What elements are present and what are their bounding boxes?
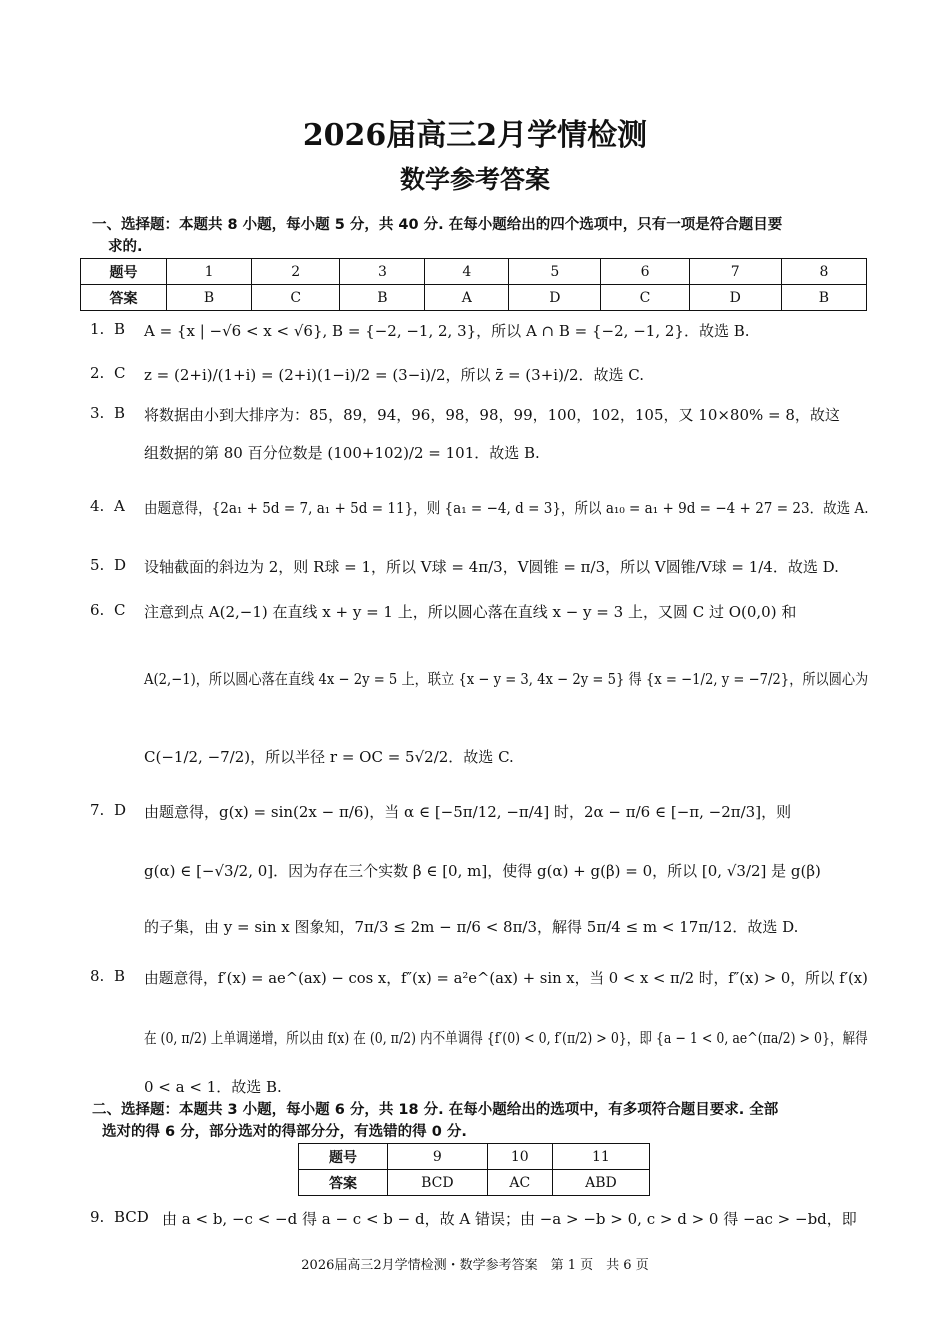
solution-text: 注意到点 A(2,−1) 在直线 x + y = 1 上，所以圆心落在直线 x − y = 3 上，又圆 C 过 O(0,0) 和	[144, 603, 797, 621]
solution-text: 由题意得，{2a₁ + 5d = 7, a₁ + 5d = 11}，则 {a₁ = −4, d = 3}，所以 a₁₀ = a₁ + 9d = −4 + 27 = 23．故选 A.	[144, 499, 869, 517]
solution-text: 在 (0, π/2) 上单调递增，所以由 f(x) 在 (0, π/2) 内不单调得 {f′(0) < 0, f′(π/2) > 0}，即 {a − 1 < 0, ae^(πa/2) > 0}，解得	[144, 1029, 868, 1047]
solution-text: 由题意得，f′(x) = ae^(ax) − cos x，f″(x) = a²e^(ax) + sin x，当 0 < x < π/2 时，f″(x) > 0，所以 f′(x)	[144, 969, 868, 987]
table-cell: B	[781, 285, 866, 311]
table-cell: C	[601, 285, 689, 311]
page-subtitle: 数学参考答案	[399, 165, 550, 194]
solution-number: 2.	[90, 364, 105, 382]
table-row	[299, 1144, 650, 1170]
table-cell: ABD	[552, 1170, 649, 1196]
table-cell: B	[167, 285, 252, 311]
solution-answer: B	[114, 404, 126, 422]
table-cell: BCD	[388, 1170, 488, 1196]
solution-text: g(α) ∈ [−√3/2, 0]．因为存在三个实数 β ∈ [0, m]，使得 g(α) + g(β) = 0，所以 [0, √3/2] 是 g(β)	[144, 862, 821, 880]
table-row	[299, 1170, 650, 1196]
solution-answer: C	[114, 601, 126, 619]
section-1-heading: 一、选择题：本题共 8 小题，每小题 5 分，共 40 分. 在每小题给出的四个选项中，只有一项是符合题目要 求的.	[92, 217, 783, 255]
solution-text: A = {x | −√6 < x < √6}, B = {−2, −1, 2, 3}，所以 A ∩ B = {−2, −1, 2}．故选 B.	[144, 322, 750, 340]
solution-answer: B	[114, 967, 126, 985]
solution-text: 将数据由小到大排序为：85，89，94，96，98，98，99，100，102，105，又 10×80% = 8，故这	[144, 406, 840, 424]
solution-text: A(2,−1)，所以圆心落在直线 4x − 2y = 5 上，联立 {x − y = 3, 4x − 2y = 5} 得 {x = −1/2, y = −7/2}，所以圆心为	[144, 670, 869, 688]
table-row	[81, 285, 867, 311]
table-cell: D	[509, 285, 601, 311]
solution-text: 组数据的第 80 百分位数是 (100+102)/2 = 101．故选 B.	[144, 444, 540, 462]
table-cell: 5	[509, 259, 601, 285]
table-cell: 6	[601, 259, 689, 285]
table-cell: D	[689, 285, 781, 311]
solution-answer: C	[114, 364, 126, 382]
solution-text: z = (2+i)/(1+i) = (2+i)(1−i)/2 = (3−i)/2，所以 z̄ = (3+i)/2．故选 C.	[144, 366, 644, 384]
table-cell: 11	[552, 1144, 649, 1170]
solution-text: 由 a < b, −c < −d 得 a − c < b − d，故 A 错误；由 −a > −b > 0, c > d > 0 得 −ac > −bd，即	[162, 1210, 857, 1228]
solution-number: 1.	[90, 320, 105, 338]
table-header-cell: 答案	[299, 1170, 388, 1196]
section-2-heading: 二、选择题：本题共 3 小题，每小题 6 分，共 18 分. 在每小题给出的选项中，有多项符合题目要求. 全部 选对的得 6 分，部分选对的得部分分，有选错的得 0 分.	[92, 1102, 779, 1140]
solution-answer: B	[114, 320, 126, 338]
table-cell: 3	[340, 259, 425, 285]
table-row	[81, 259, 867, 285]
page-footer: 2026届高三2月学情检测・数学参考答案 第 1 页 共 6 页	[301, 1258, 649, 1273]
solution-number: 9.	[90, 1208, 105, 1226]
table-cell: 8	[781, 259, 866, 285]
solution-text: 设轴截面的斜边为 2，则 R球 = 1，所以 V球 = 4π/3，V圆锥 = π/3，所以 V圆锥/V球 = 1/4．故选 D.	[144, 558, 839, 576]
table-header-cell: 答案	[81, 285, 167, 311]
table-cell: AC	[487, 1170, 552, 1196]
solution-text: 由题意得，g(x) = sin(2x − π/6)，当 α ∈ [−5π/12, −π/4] 时，2α − π/6 ∈ [−π, −2π/3]，则	[144, 803, 792, 821]
table-cell: 1	[167, 259, 252, 285]
solution-answer: BCD	[114, 1208, 149, 1226]
table-cell: A	[425, 285, 509, 311]
solution-answer: D	[114, 801, 127, 819]
solution-number: 4.	[90, 497, 105, 515]
table-cell: 9	[388, 1144, 488, 1170]
solution-text: 0 < a < 1．故选 B.	[144, 1078, 282, 1096]
solution-number: 5.	[90, 556, 105, 574]
solution-number: 3.	[90, 404, 105, 422]
table-cell: 7	[689, 259, 781, 285]
solution-text: C(−1/2, −7/2)，所以半径 r = OC = 5√2/2．故选 C.	[144, 748, 514, 766]
answer-table-1	[80, 258, 867, 311]
table-header-cell: 题号	[81, 259, 167, 285]
solution-number: 8.	[90, 967, 105, 985]
page-title: 2026届高三2月学情检测	[302, 118, 648, 153]
table-cell: C	[252, 285, 340, 311]
answer-table-2	[298, 1143, 650, 1196]
table-cell: 10	[487, 1144, 552, 1170]
solution-number: 7.	[90, 801, 105, 819]
table-cell: B	[340, 285, 425, 311]
solution-answer: D	[114, 556, 127, 574]
table-header-cell: 题号	[299, 1144, 388, 1170]
table-cell: 2	[252, 259, 340, 285]
solution-text: 的子集，由 y = sin x 图象知，7π/3 ≤ 2m − π/6 < 8π/3，解得 5π/4 ≤ m < 17π/12．故选 D.	[144, 918, 799, 936]
solution-number: 6.	[90, 601, 105, 619]
solution-answer: A	[114, 497, 125, 515]
table-cell: 4	[425, 259, 509, 285]
